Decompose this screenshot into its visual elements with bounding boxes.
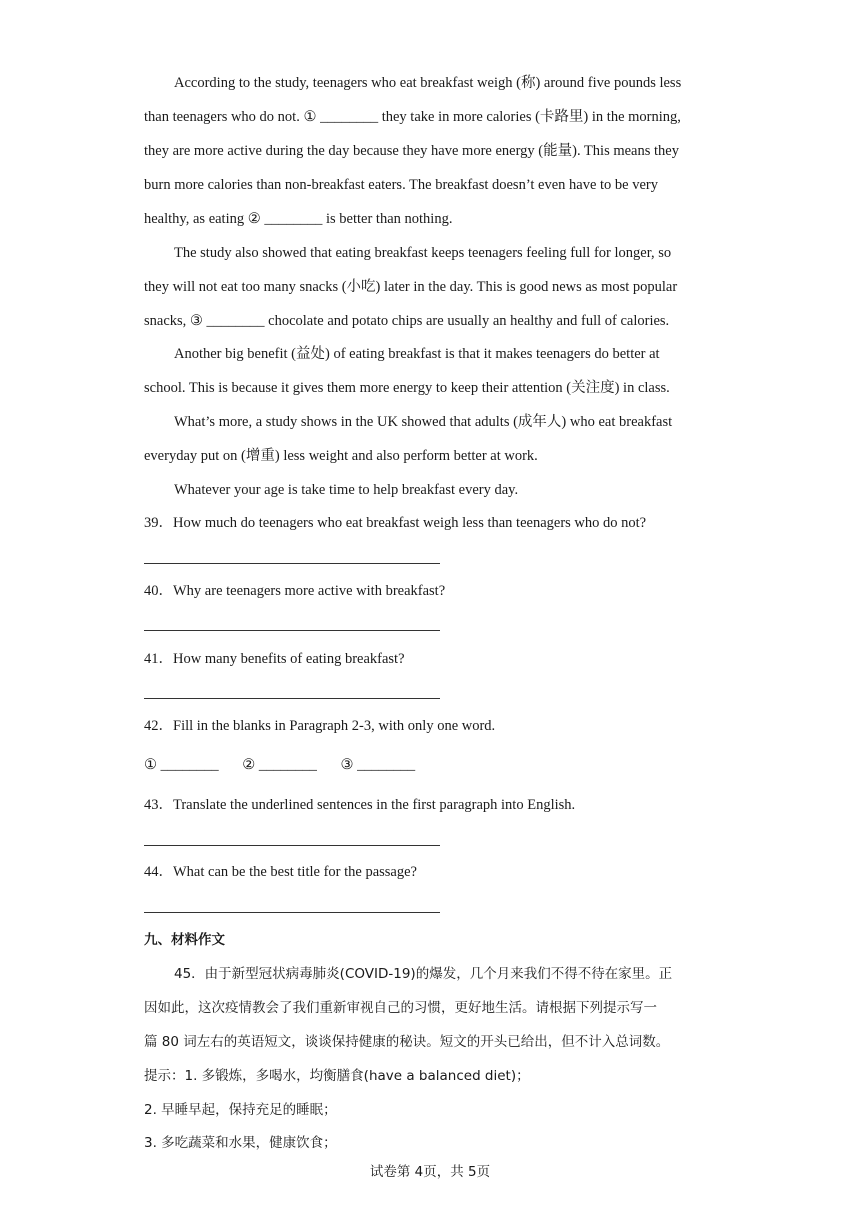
blank-2[interactable]: ② ________	[242, 757, 317, 773]
answer-line-44[interactable]	[144, 912, 440, 913]
essay-prompt-line: 45．由于新型冠状病毒肺炎(COVID-19)的爆发，几个月来我们不得不待在家里。正	[174, 966, 673, 982]
essay-prompt-line: 3. 多吃蔬菜和水果，健康饮食；	[144, 1135, 337, 1151]
passage-line: Another big benefit (益处) of eating breakfast is that it makes teenagers do better at	[174, 346, 660, 362]
question-40: 40．Why are teenagers more active with breakfast?	[144, 583, 446, 599]
answer-line-43[interactable]	[144, 845, 440, 846]
passage-line: everyday put on (增重) less weight and also perform better at work.	[144, 448, 538, 464]
page-footer: 试卷第 4页，共 5页	[369, 1164, 491, 1180]
question-44: 44．What can be the best title for the passage?	[144, 864, 417, 880]
passage-line: Whatever your age is take time to help breakfast every day.	[174, 482, 519, 498]
blank-3[interactable]: ③ ________	[340, 757, 416, 773]
fill-blanks-row	[144, 755, 724, 775]
essay-prompt-line: 2. 早睡早起，保持充足的睡眠；	[144, 1102, 337, 1118]
passage-line: According to the study, teenagers who eat breakfast weigh (称) around five pounds less	[174, 75, 682, 91]
passage-line: healthy, as eating ② ________ is better than nothing.	[144, 211, 453, 227]
passage-line: school. This is because it gives them more energy to keep their attention (关注度) in class.	[144, 380, 670, 396]
essay-prompt-line: 提示：1. 多锻炼，多喝水，均衡膳食(have a balanced diet)；	[144, 1068, 530, 1084]
passage-line: they are more active during the day because they have more energy (能量). This means they	[144, 143, 679, 159]
passage-line: What’s more, a study shows in the UK showed that adults (成年人) who eat breakfast	[174, 414, 673, 430]
answer-line-40[interactable]	[144, 630, 440, 631]
passage-line: The study also showed that eating breakfast keeps teenagers feeling full for longer, so	[174, 245, 672, 261]
question-43: 43．Translate the underlined sentences in the first paragraph into English.	[144, 797, 576, 813]
section-heading: 九、材料作文	[144, 932, 225, 948]
answer-line-39[interactable]	[144, 563, 440, 564]
passage-line: burn more calories than non-breakfast eaters. The breakfast doesn’t even have to be very	[144, 177, 659, 193]
passage-line: they will not eat too many snacks (小吃) later in the day. This is good news as most popular	[144, 279, 678, 295]
question-39: 39．How much do teenagers who eat breakfast weigh less than teenagers who do not?	[144, 515, 647, 531]
essay-prompt-line: 篇 80 词左右的英语短文，谈谈保持健康的秘诀。短文的开头已给出，但不计入总词数。	[144, 1034, 670, 1050]
essay-prompt-line: 因如此，这次疫情教会了我们重新审视自己的习惯，更好地生活。请根据下列提示写一	[144, 1000, 657, 1016]
passage-line: snacks, ③ ________ chocolate and potato chips are usually an healthy and full of calories.	[144, 313, 670, 329]
blank-1[interactable]: ① ________	[144, 757, 219, 773]
passage-line: than teenagers who do not. ① ________ they take in more calories (卡路里) in the morning,	[144, 109, 681, 125]
question-41: 41．How many benefits of eating breakfast?	[144, 651, 405, 667]
answer-line-41[interactable]	[144, 698, 440, 699]
question-42: 42．Fill in the blanks in Paragraph 2-3, with only one word.	[144, 718, 496, 734]
